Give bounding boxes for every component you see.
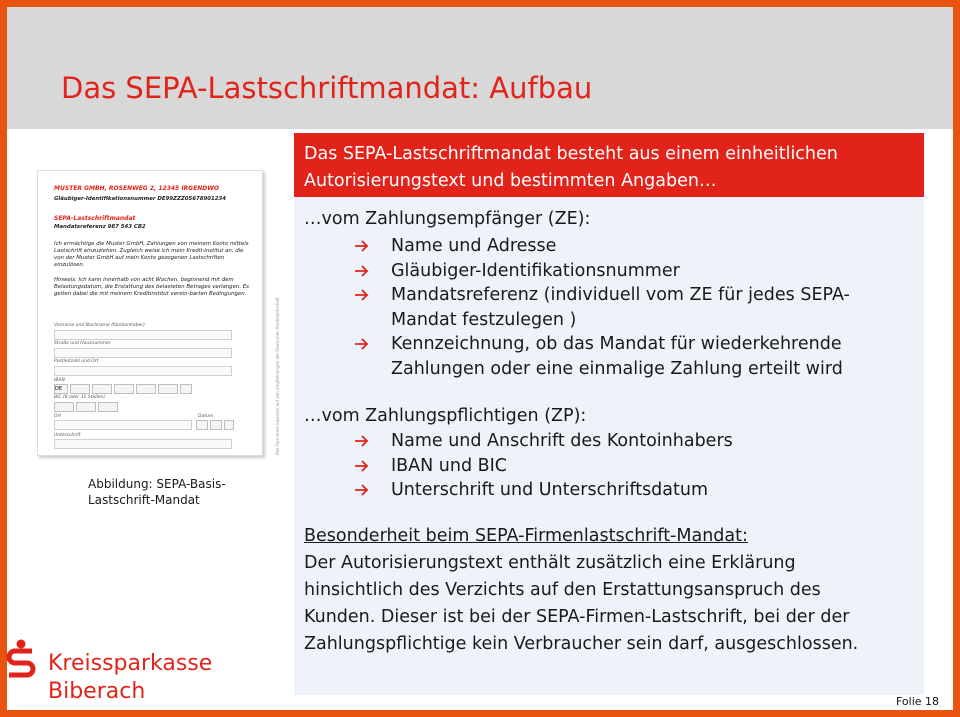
form-label-name: Vorname und Nachname (Kontoinhaber)	[54, 323, 145, 328]
form-iban-box	[92, 384, 112, 394]
form-title: SEPA-Lastschriftmandat	[54, 215, 136, 222]
form-iban-box	[136, 384, 156, 394]
special-case-paragraph	[304, 523, 920, 658]
form-date-box	[224, 420, 234, 430]
form-field-place	[54, 420, 192, 430]
form-field-street	[54, 348, 232, 358]
form-iban-box	[180, 384, 192, 394]
form-mandate-ref: Mandatsreferenz 987 543 CB2	[54, 224, 146, 230]
arrow-right-icon	[354, 337, 370, 351]
arrow-right-icon	[354, 483, 370, 497]
special-case-line4: Zahlungspflichtige kein Verbraucher sein darf, ausgeschlossen.	[304, 634, 859, 654]
form-label-street: Straße und Hausnummer	[54, 341, 111, 346]
intro-banner	[294, 133, 924, 197]
slide-title: Das SEPA-Lastschriftmandat: Aufbau	[61, 71, 593, 105]
bank-name-line1: Kreissparkasse	[48, 651, 213, 676]
form-label-bic: BIC (8 oder 11 Stellen)	[54, 395, 106, 400]
zp-item-1: Name und Anschrift des Kontoinhabers	[391, 431, 733, 451]
form-iban-box	[70, 384, 90, 394]
sparkasse-logo-icon	[6, 639, 36, 683]
arrow-right-icon	[354, 459, 370, 473]
form-authorization-text: Ich ermächtige die Muster GmbH, Zahlungen von meinem Konto mittels Lastschrift einzuziehen. Zugleich weise ich mein Kredit-institut an, die von der Muster GmbH auf mein Konto gezogenen Lastschriften einzulösen.	[54, 241, 249, 268]
ze-item-3-cont: Mandat festzulegen )	[391, 310, 577, 330]
form-label-place: Ort	[54, 414, 62, 419]
section-zp-heading: …vom Zahlungspflichtigen (ZP):	[304, 406, 587, 426]
special-case-line3: Kunden. Dieser ist bei der SEPA-Firmen-Lastschrift, bei der der	[304, 607, 850, 627]
form-side-note: Alle Formulare basieren auf den Empfehlungen der Deutschen Kreditwirtschaft	[275, 297, 280, 455]
form-notice-text: Hinweis: Ich kann innerhalb von acht Wochen, beginnend mit dem Belastungsdatum, die Erstattung des belasteten Betrages verlangen. Es gelten dabei die mit meinem Kreditinstitut verein-barten Bedingungen.	[54, 277, 249, 297]
figure-caption-line1: Abbildung: SEPA-Basis-	[88, 477, 226, 491]
ze-item-1: Name und Adresse	[391, 236, 557, 256]
form-label-date: Datum	[198, 414, 214, 419]
form-field-signature	[54, 439, 232, 449]
intro-banner-line1: Das SEPA-Lastschriftmandat besteht aus einem einheitlichen	[304, 144, 838, 164]
ze-item-2: Gläubiger-Identifikationsnummer	[391, 261, 680, 281]
zp-item-2: IBAN und BIC	[391, 456, 508, 476]
form-bic-box	[98, 402, 118, 412]
form-creditor-id: Gläubiger-Identifikationsnummer DE99ZZZ05678901234	[54, 196, 227, 202]
special-case-line1: Der Autorisierungstext enthält zusätzlich eine Erklärung	[304, 553, 796, 573]
special-case-line2: hinsichtlich des Verzichts auf den Erstattungsanspruch des	[304, 580, 821, 600]
form-iban-prefix: DE	[54, 384, 68, 394]
slide-number: Folie 18	[896, 695, 940, 708]
form-label-iban: IBAN	[54, 378, 65, 383]
form-field-city	[54, 366, 232, 376]
figure-caption-line2: Lastschrift-Mandat	[88, 493, 200, 507]
zp-item-3: Unterschrift und Unterschriftsdatum	[391, 480, 709, 500]
arrow-right-icon	[354, 434, 370, 448]
section-ze-heading: …vom Zahlungsempfänger (ZE):	[304, 209, 591, 229]
ze-item-3: Mandatsreferenz (individuell vom ZE für jedes SEPA-	[391, 285, 850, 305]
form-label-city: Postleitzahl und Ort	[54, 359, 99, 364]
slide-header	[7, 7, 953, 129]
form-iban-box	[158, 384, 178, 394]
ze-item-4-cont: Zahlungen oder eine einmalige Zahlung erteilt wird	[391, 359, 843, 379]
figure-caption	[88, 476, 226, 508]
form-label-signature: Unterschrift	[54, 433, 81, 438]
form-bic-box	[54, 402, 74, 412]
form-date-box	[196, 420, 208, 430]
intro-banner-line2: Autorisierungstext und bestimmten Angaben…	[304, 171, 717, 191]
form-iban-box	[114, 384, 134, 394]
intro-banner-text	[304, 141, 838, 195]
special-case-heading: Besonderheit beim SEPA-Firmenlastschrift-Mandat:	[304, 526, 748, 546]
arrow-right-icon	[354, 239, 370, 253]
form-date-box	[210, 420, 222, 430]
ze-item-4: Kennzeichnung, ob das Mandat für wiederkehrende	[391, 334, 842, 354]
arrow-right-icon	[354, 264, 370, 278]
arrow-right-icon	[354, 288, 370, 302]
form-sender: MUSTER GMBH, ROSENWEG 2, 12345 IRGENDWO	[54, 185, 219, 192]
form-bic-box	[76, 402, 96, 412]
form-field-name	[54, 330, 232, 340]
bank-logo-text	[48, 650, 212, 706]
sepa-form-thumbnail	[37, 170, 263, 456]
bank-name-line2: Biberach	[48, 679, 146, 704]
